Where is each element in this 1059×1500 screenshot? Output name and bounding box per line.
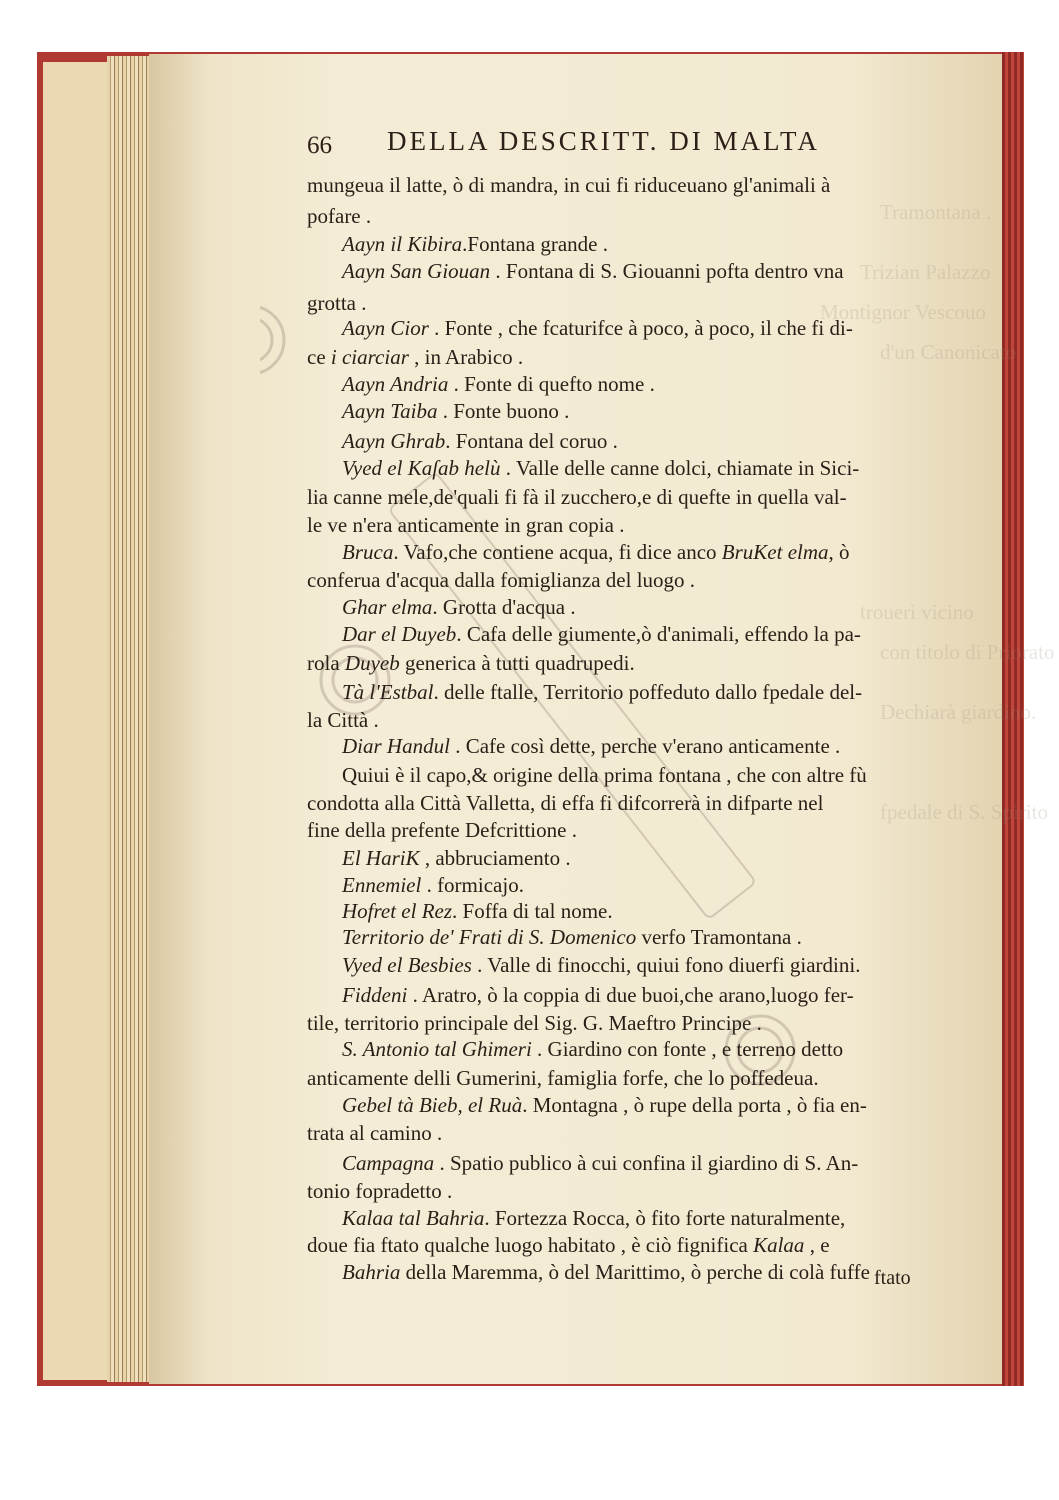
text-line: [342, 592, 576, 622]
text-run: . Fonte buono .: [437, 399, 570, 423]
italic-term: i ciarciar: [330, 345, 409, 369]
text-run: della Maremma, ò del Marittimo, ò perche di colà fuffe: [400, 1260, 870, 1284]
text-run: . Fonte di quefto nome .: [448, 372, 655, 396]
text-run: . Fontana del coruo .: [445, 429, 618, 453]
text-line: [342, 619, 861, 649]
text-line: [307, 510, 624, 540]
text-line: [307, 648, 635, 678]
italic-term: Aayn San Giouan: [342, 259, 491, 283]
italic-term: Kalaa: [753, 1233, 805, 1257]
text-line: [342, 950, 860, 980]
text-run: . Cafa delle giumente,ò d'animali, effendo la pa-: [456, 622, 861, 646]
italic-term: Diar Handul: [342, 734, 450, 758]
text-run: tonio fopradetto .: [307, 1179, 453, 1203]
text-run: , ò: [828, 540, 850, 564]
text-line: [342, 369, 655, 399]
text-run: condotta alla Città Valletta, di effa fi difcorrerà in difparte nel: [307, 791, 824, 815]
text-line: [307, 1230, 830, 1260]
italic-term: El HariK: [342, 846, 420, 870]
italic-term: Hofret el Rez: [342, 899, 453, 923]
italic-term: S. Antonio tal Ghimeri: [342, 1037, 532, 1061]
italic-term: Aayn Andria: [342, 372, 449, 396]
text-run: la Città .: [307, 708, 379, 732]
text-run: mungeua il latte, ò di mandra, in cui fi riduceuano gl'animali à: [307, 173, 831, 197]
text-line: [342, 980, 854, 1010]
text-run: . Cafe così dette, perche v'erano anticamente .: [449, 734, 841, 758]
text-run: . Fortezza Rocca, ò fito forte naturalmente,: [484, 1206, 846, 1230]
text-run: pofare .: [307, 204, 372, 228]
text-line: [307, 201, 371, 231]
text-run: conferua d'acqua dalla fomiglianza del luogo .: [307, 568, 696, 592]
text-line: [307, 482, 847, 512]
text-run: . Montagna , ò rupe della porta , ò fia en-: [522, 1093, 867, 1117]
italic-term: Vyed el Kaſab helù: [342, 456, 501, 480]
catchword: ftato: [874, 1267, 911, 1289]
text-run: . Fonte , che fcaturifce à poco, à poco, il che fi di-: [428, 316, 853, 340]
show-through-text: fpedale di S. Spirito: [880, 800, 1048, 824]
show-through-text: d'un Canonicato: [880, 340, 1017, 364]
italic-term: Duyeb: [344, 651, 400, 675]
italic-term: Campagna: [342, 1151, 435, 1175]
italic-term: Fiddeni: [342, 983, 408, 1007]
italic-term: Kalaa tal Bahria: [342, 1206, 485, 1230]
text-line: [342, 1034, 843, 1064]
text-run: verfo Tramontana .: [636, 925, 802, 949]
italic-term: Bahria: [342, 1260, 401, 1284]
text-line: [307, 342, 523, 372]
show-through-text: trouerì vicino: [860, 600, 974, 624]
text-run: anticamente delli Gumerini, famiglia forfe, che lo poffedeua.: [307, 1066, 819, 1090]
text-run: ce: [307, 345, 331, 369]
text-run: lia canne mele,de'quali fi fà il zucchero,e di quefte in quella val-: [307, 485, 847, 509]
text-line: [307, 1176, 452, 1206]
italic-term: Aayn Cior: [342, 316, 429, 340]
text-run: . Valle delle canne dolci, chiamate in Sici-: [500, 456, 860, 480]
text-run: . Fontana di S. Giouanni pofta dentro vna: [490, 259, 844, 283]
text-line: [307, 815, 577, 845]
text-line: [342, 229, 608, 259]
italic-term: Ghar elma: [342, 595, 433, 619]
text-line: [342, 537, 850, 567]
italic-term: Tà l'Estbal: [342, 680, 434, 704]
text-line: [342, 1090, 867, 1120]
italic-term: Aayn Ghrab: [342, 429, 446, 453]
italic-term: Territorio de' Frati di S. Domenico: [342, 925, 637, 949]
text-run: . delle ftalle, Territorio poffeduto dallo fpedale del-: [433, 680, 863, 704]
show-through-text: con titolo di Priorato: [880, 640, 1055, 664]
text-run: . formicajo.: [421, 873, 524, 897]
italic-term: Vyed el Besbies: [342, 953, 472, 977]
text-line: [307, 1118, 442, 1148]
text-run: . Aratro, ò la coppia di due buoi,che arano,luogo fer-: [407, 983, 854, 1007]
italic-term: Bruca: [342, 540, 394, 564]
text-line: [342, 760, 867, 790]
text-run: . Spatio publico à cui confina il giardino di S. An-: [434, 1151, 859, 1175]
italic-term: Ennemiel: [342, 873, 422, 897]
page-header: [307, 124, 887, 164]
text-run: . Vafo,che contiene acqua, fi dice anco: [393, 540, 722, 564]
text-line: [342, 453, 859, 483]
text-line: [342, 843, 571, 873]
text-line: [342, 677, 862, 707]
text-line: [342, 1148, 858, 1178]
italic-term: BruKet elma: [721, 540, 829, 564]
text-run: , abbruciamento .: [419, 846, 571, 870]
italic-term: Dar el Duyeb: [342, 622, 457, 646]
text-run: trata al camino .: [307, 1121, 443, 1145]
text-run: , in Arabico .: [408, 345, 524, 369]
text-line: [342, 922, 802, 952]
text-run: fine della prefente Defcrittione .: [307, 818, 577, 842]
text-run: doue fia ftato qualche luogo habitato , è ciò fignifica: [307, 1233, 754, 1257]
running-title: DELLA DESCRITT. DI MALTA: [387, 126, 820, 156]
text-run: , e: [804, 1233, 830, 1257]
text-run: . Valle di finocchi, quiui fono diuerfi giardini.: [471, 953, 861, 977]
page-number: 66: [307, 132, 332, 159]
text-run: rola: [307, 651, 345, 675]
text-run: le ve n'era anticamente in gran copia .: [307, 513, 625, 537]
text-line: [342, 313, 853, 343]
text-line: [342, 426, 618, 456]
text-line: [307, 788, 823, 818]
text-run: . Grotta d'acqua .: [432, 595, 576, 619]
italic-term: Aayn il Kibira: [342, 232, 463, 256]
text-line: [307, 565, 695, 595]
text-run: generica à tutti quadrupedi.: [399, 651, 635, 675]
text-run: .Fontana grande .: [462, 232, 608, 256]
italic-term: Aayn Taiba: [342, 399, 438, 423]
text-run: . Giardino con fonte , e terreno detto: [531, 1037, 844, 1061]
text-line: [342, 396, 569, 426]
text-line: [307, 170, 830, 200]
text-run: Quiui è il capo,& origine della prima fontana , che con altre fù: [342, 763, 867, 787]
text-run: grotta .: [307, 291, 367, 315]
text-run: . Foffa di tal nome.: [452, 899, 613, 923]
show-through-text: Dechiarà giardino.: [880, 700, 1037, 724]
show-through-text: Tramontana .: [880, 200, 992, 224]
text-run: tile, territorio principale del Sig. G. Maeftro Principe .: [307, 1011, 762, 1035]
text-line: [342, 1203, 845, 1233]
italic-term: Gebel tà Bieb, el Ruà: [342, 1093, 523, 1117]
show-through-text: Montignor Vescouo: [820, 300, 986, 324]
text-line: [342, 1257, 870, 1287]
show-through-text: Trizian Palazzo: [860, 260, 991, 284]
text-line: [307, 1063, 819, 1093]
text-line: [342, 256, 844, 286]
text-line: [342, 731, 840, 761]
